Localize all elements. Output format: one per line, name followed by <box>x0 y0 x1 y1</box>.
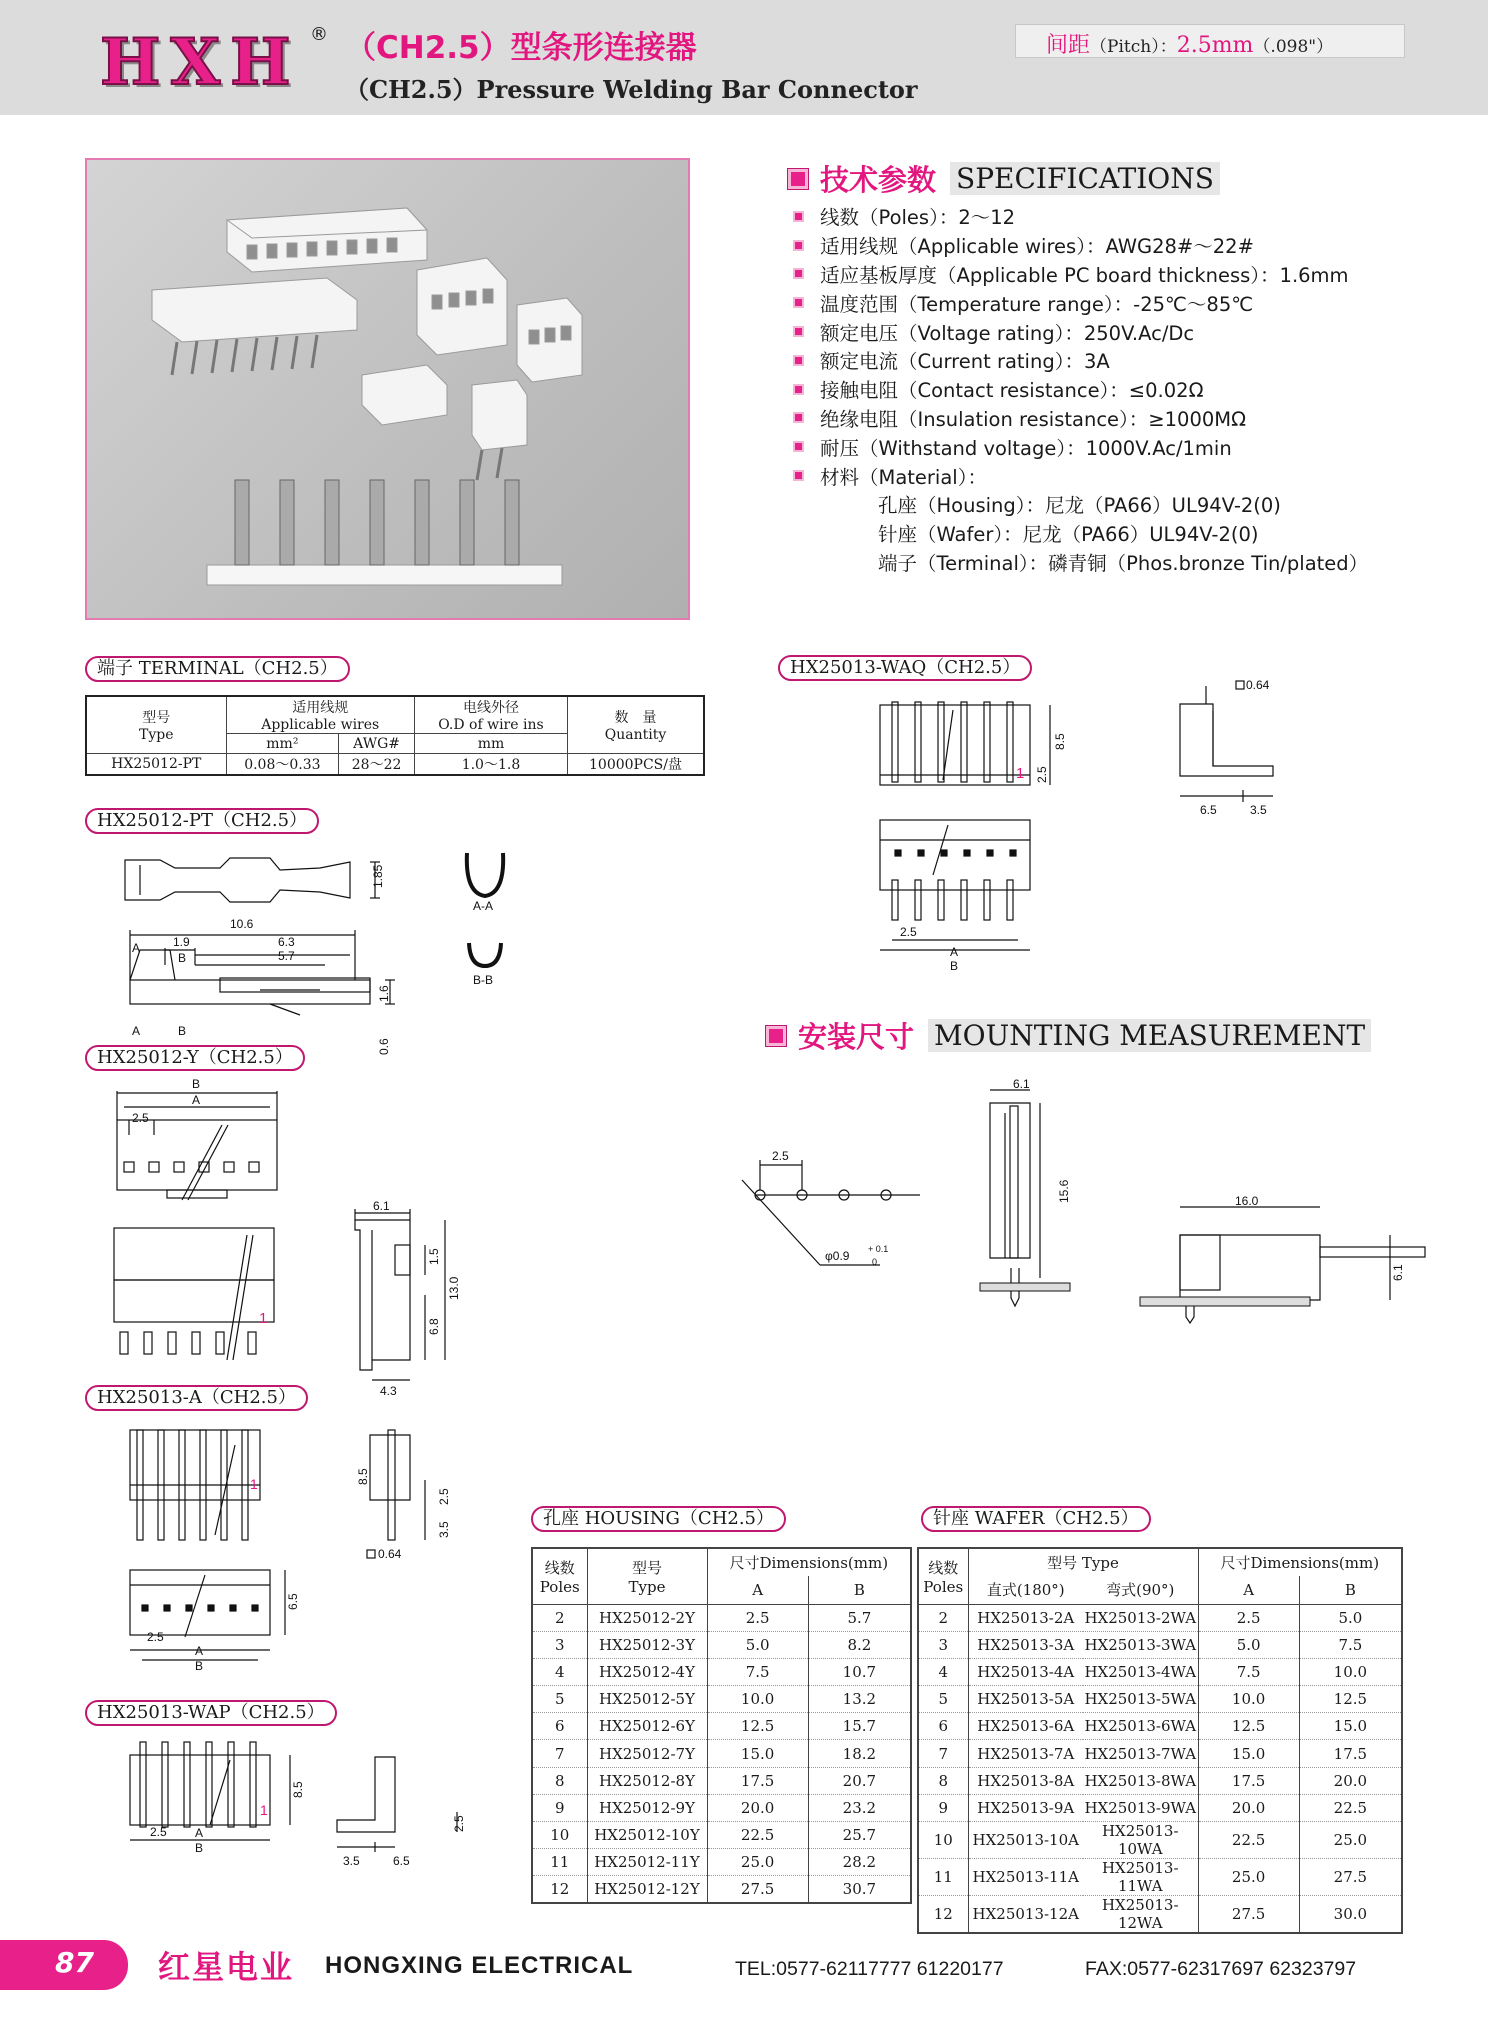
table-row <box>532 1631 911 1658</box>
table-cell: 18.2 <box>808 1740 911 1767</box>
terminal-label: 端子 TERMINAL（CH2.5） <box>85 656 350 682</box>
table-cell: 27.5 <box>1299 1859 1402 1896</box>
table-cell: 2 <box>918 1604 968 1631</box>
table-cell: 15.0 <box>1299 1713 1402 1740</box>
table-cell: HX25013-12A <box>968 1896 1083 1934</box>
dim-2-5: 2.5 <box>772 1149 789 1163</box>
waq-front-drawing <box>878 700 1078 975</box>
material-list <box>793 490 1368 576</box>
company-name-cn: 红星电业 <box>158 1948 295 1986</box>
header-b: B <box>1299 1576 1402 1604</box>
table-cell: HX25013-5WA <box>1083 1686 1198 1713</box>
header-a: A <box>1198 1576 1299 1604</box>
dim-6-3: 6.3 <box>278 935 295 949</box>
label-b-bottom: B <box>178 1024 187 1038</box>
table-cell: 22.5 <box>1299 1794 1402 1821</box>
table-cell: 15.0 <box>1198 1740 1299 1767</box>
header-mm: mm <box>414 734 567 754</box>
table-cell: 8 <box>918 1767 968 1794</box>
table-cell: 2.5 <box>707 1604 808 1631</box>
y-label: HX25012-Y（CH2.5） <box>85 1045 305 1071</box>
table-cell: 2 <box>532 1604 587 1631</box>
table-cell: 11 <box>918 1859 968 1896</box>
dim-a: A <box>195 1826 204 1840</box>
dim-6-1: 6.1 <box>1391 1264 1405 1281</box>
header-poles: 线数 Poles <box>918 1548 968 1604</box>
table-cell: 25.0 <box>707 1849 808 1876</box>
dim-2-5: 2.5 <box>147 1630 164 1644</box>
pcb-board <box>980 1283 1070 1291</box>
pt-drawing <box>120 840 450 1055</box>
spec-item: 温度范围（Temperature range）：-25℃～85℃ <box>793 288 1368 317</box>
dim-6-5: 6.5 <box>286 1593 300 1610</box>
housing-label: 孔座 HOUSING（CH2.5） <box>531 1506 786 1532</box>
header-type: 型号 Type <box>587 1548 707 1604</box>
table-cell: 5.0 <box>1198 1631 1299 1658</box>
table-cell: 15.0 <box>707 1740 808 1767</box>
dim-13-0: 13.0 <box>447 1276 461 1300</box>
wap-front-drawing <box>125 1740 325 1855</box>
table-cell: HX25013-2A <box>968 1604 1083 1631</box>
dim-15-6: 15.6 <box>1057 1179 1071 1203</box>
table-row <box>918 1740 1402 1767</box>
label-b-top: B <box>178 951 187 965</box>
table-cell: 17.5 <box>1299 1740 1402 1767</box>
table-cell: HX25013-11WA <box>1083 1859 1198 1896</box>
dim-6-1: 6.1 <box>1013 1077 1030 1091</box>
header-type: 型号 Type <box>968 1548 1198 1576</box>
table-cell: 9 <box>532 1794 587 1821</box>
pin-one: 1 <box>250 1476 258 1492</box>
dim-a: A <box>195 1644 204 1658</box>
table-cell: 9 <box>918 1794 968 1821</box>
wafer-label: 针座 WAFER（CH2.5） <box>921 1506 1151 1532</box>
table-cell: HX25012-4Y <box>587 1658 707 1685</box>
table-cell: 25.7 <box>808 1822 911 1849</box>
table-cell: HX25013-4WA <box>1083 1658 1198 1685</box>
table-cell: 20.0 <box>707 1794 808 1821</box>
pitch-cn: 间距 <box>1046 33 1091 58</box>
header-mm2: mm² <box>226 734 339 754</box>
bullet-icon <box>793 211 804 222</box>
spec-item: 适应基板厚度（Applicable PC board thickness）：1.6mm <box>793 260 1368 289</box>
table-cell: 25.0 <box>1198 1859 1299 1896</box>
table-row <box>532 1713 911 1740</box>
header-angle: 弯式(90°) <box>1083 1576 1198 1604</box>
label-a-top: A <box>132 941 141 955</box>
section-a-a: A-A <box>473 899 494 913</box>
table-cell: 3 <box>918 1631 968 1658</box>
y-side-drawing <box>350 1200 470 1400</box>
table-cell: 8.2 <box>808 1631 911 1658</box>
table-row <box>532 1658 911 1685</box>
table-cell: HX25012-8Y <box>587 1767 707 1794</box>
waq-label: HX25013-WAQ（CH2.5） <box>778 655 1032 681</box>
housing-table <box>531 1547 912 1904</box>
table-cell: HX25013-4A <box>968 1658 1083 1685</box>
table-cell: 12.5 <box>1299 1686 1402 1713</box>
table-cell: 10.0 <box>1198 1686 1299 1713</box>
specs-title-cn: 技术参数 <box>820 163 937 197</box>
spec-item: 绝缘电阻（Insulation resistance）：≥1000MΩ <box>793 404 1368 433</box>
table-cell: HX25013-9A <box>968 1794 1083 1821</box>
spec-item: 额定电压（Voltage rating）：250V.Ac/Dc <box>793 317 1368 346</box>
table-cell: HX25013-6A <box>968 1713 1083 1740</box>
pcb-hole-pattern <box>740 1145 930 1275</box>
table-cell: 10 <box>532 1822 587 1849</box>
y-top-drawing <box>112 1075 292 1205</box>
pin-one: 1 <box>260 1802 268 1818</box>
table-cell: HX25013-6WA <box>1083 1713 1198 1740</box>
table-cell: HX25012-5Y <box>587 1686 707 1713</box>
spec-item: 线数（Poles）：2～12 <box>793 202 1368 231</box>
dim-a: A <box>192 1093 201 1107</box>
dim-0-6: 0.6 <box>377 1038 391 1055</box>
table-cell: 12.5 <box>1198 1713 1299 1740</box>
table-row <box>918 1631 1402 1658</box>
terminal-table <box>85 695 705 776</box>
pitch-value: 2.5mm <box>1176 33 1254 58</box>
section-bullet-icon <box>766 1026 786 1046</box>
table-cell: HX25013-8A <box>968 1767 1083 1794</box>
pcb-board <box>1140 1297 1310 1306</box>
table-row <box>532 1686 911 1713</box>
dim-3-5: 3.5 <box>437 1521 451 1538</box>
header-awg: AWG# <box>339 734 415 754</box>
table-cell: HX25013-9WA <box>1083 1794 1198 1821</box>
bullet-icon <box>793 297 804 308</box>
pt-sections <box>455 848 525 988</box>
label-a-bottom: A <box>132 1024 141 1038</box>
table-row <box>918 1713 1402 1740</box>
table-cell: 7.5 <box>1299 1631 1402 1658</box>
table-cell: HX25013-10WA <box>1083 1822 1198 1859</box>
dim-1-5: 1.5 <box>427 1248 441 1265</box>
spec-item: 耐压（Withstand voltage）：1000V.Ac/1min <box>793 432 1368 461</box>
dim-2-5: 2.5 <box>900 925 917 939</box>
page-title-en: （CH2.5）Pressure Welding Bar Connector <box>345 75 918 104</box>
dim-b: B <box>195 1841 204 1855</box>
header-b: B <box>808 1576 911 1604</box>
table-cell: 20.0 <box>1198 1794 1299 1821</box>
material-item: 针座（Wafer）：尼龙（PA66）UL94V-2(0) <box>878 522 1259 546</box>
table-row <box>532 1794 911 1821</box>
pin-one: 1 <box>1016 765 1025 782</box>
header-type: 型号 Type <box>139 710 174 743</box>
table-row <box>918 1822 1402 1859</box>
header-poles: 线数 Poles <box>532 1548 587 1604</box>
table-cell: 5 <box>532 1686 587 1713</box>
section-bullet-icon <box>788 169 808 189</box>
table-cell: 7.5 <box>1198 1658 1299 1685</box>
a-top-drawing <box>125 1565 315 1680</box>
table-row <box>918 1658 1402 1685</box>
a-front-drawing <box>125 1425 275 1545</box>
header-wires: 适用线规 Applicable wires <box>226 696 414 734</box>
dim-2-5: 2.5 <box>437 1488 451 1505</box>
horizontal-mount-drawing <box>1140 1195 1410 1325</box>
table-row <box>918 1767 1402 1794</box>
table-row <box>532 1876 911 1903</box>
table-cell: HX25012-3Y <box>587 1631 707 1658</box>
table-row <box>918 1686 1402 1713</box>
table-cell: 12 <box>918 1896 968 1934</box>
table-row <box>918 1896 1402 1934</box>
table-cell: 10.7 <box>808 1658 911 1685</box>
table-cell: 12 <box>532 1876 587 1903</box>
dim-10-6: 10.6 <box>230 917 254 931</box>
table-cell: HX25013-3WA <box>1083 1631 1198 1658</box>
table-cell: 2.5 <box>1198 1604 1299 1631</box>
hole-tol-minus: 0 <box>872 1257 878 1267</box>
table-cell: HX25012-6Y <box>587 1713 707 1740</box>
specs-header <box>788 158 1220 199</box>
mounting-title-cn: 安装尺寸 <box>798 1020 915 1054</box>
table-cell: 5 <box>918 1686 968 1713</box>
dim-b: B <box>192 1077 201 1091</box>
table-cell: 10.0 <box>707 1686 808 1713</box>
dim-a: A <box>950 945 959 959</box>
dim-2-5: 2.5 <box>1035 766 1049 783</box>
dim-b: B <box>195 1659 204 1673</box>
table-cell: 20.0 <box>1299 1767 1402 1794</box>
table-row <box>532 1849 911 1876</box>
bullet-icon <box>793 384 804 395</box>
table-cell: 5.7 <box>808 1604 911 1631</box>
material-item: 端子（Terminal）：磷青铜（Phos.bronze Tin/plated） <box>878 551 1369 575</box>
dim-3-5: 3.5 <box>1250 803 1267 817</box>
table-cell: HX25012-10Y <box>587 1822 707 1849</box>
dim-6-5: 6.5 <box>393 1854 410 1868</box>
bullet-icon <box>793 470 804 481</box>
pt-label: HX25012-PT（CH2.5） <box>85 808 319 834</box>
company-name-en: HONGXING ELECTRICAL <box>325 1952 634 1979</box>
table-row: HX25012-PT 0.08～0.33 28～22 1.0～1.8 10000PCS/盘 <box>86 754 704 776</box>
table-cell: 27.5 <box>1198 1896 1299 1934</box>
table-cell: 30.0 <box>1299 1896 1402 1934</box>
page-number: 87 <box>0 1940 128 1990</box>
table-cell: 5.0 <box>1299 1604 1402 1631</box>
header-od: 电线外径 O.D of wire ins <box>414 696 567 734</box>
bullet-icon <box>793 326 804 337</box>
table-row <box>532 1767 911 1794</box>
a-side-drawing <box>355 1425 465 1561</box>
dim-3-5: 3.5 <box>343 1854 360 1868</box>
spec-item: 接触电阻（Contact resistance）：≤0.02Ω <box>793 375 1368 404</box>
header-qty: 数 量 Quantity <box>567 696 704 754</box>
bullet-icon <box>793 441 804 452</box>
table-row <box>918 1604 1402 1631</box>
dim-1-6: 1.6 <box>377 985 391 1002</box>
dim-0-64: 0.64 <box>1246 678 1270 692</box>
spec-item: 额定电流（Current rating）：3A <box>793 346 1368 375</box>
dim-2-5: 2.5 <box>452 1815 466 1832</box>
mounting-title-en: MOUNTING MEASUREMENT <box>928 1019 1371 1052</box>
table-cell: HX25013-3A <box>968 1631 1083 1658</box>
table-cell: HX25013-12WA <box>1083 1896 1198 1934</box>
material-item: 孔座（Housing）：尼龙（PA66）UL94V-2(0) <box>878 493 1281 517</box>
pin-one: 1 <box>259 1310 268 1327</box>
table-cell: 22.5 <box>707 1822 808 1849</box>
table-cell: 27.5 <box>707 1876 808 1903</box>
table-cell: 30.7 <box>808 1876 911 1903</box>
table-cell: 13.2 <box>808 1686 911 1713</box>
table-cell: 17.5 <box>707 1767 808 1794</box>
table-cell: HX25012-7Y <box>587 1740 707 1767</box>
dim-2-5: 2.5 <box>150 1825 167 1839</box>
bullet-icon <box>793 412 804 423</box>
hole-tol-plus: + 0.1 <box>868 1244 889 1254</box>
mounting-header <box>766 1015 1371 1056</box>
section-b-b: B-B <box>473 973 494 987</box>
bullet-icon <box>793 240 804 251</box>
dim-2-5: 2.5 <box>132 1111 149 1125</box>
table-row <box>532 1822 911 1849</box>
dim-6-5: 6.5 <box>1200 803 1217 817</box>
table-cell: 23.2 <box>808 1794 911 1821</box>
dim-6-1: 6.1 <box>373 1199 390 1213</box>
table-row <box>532 1740 911 1767</box>
page-title-cn: （CH2.5）型条形连接器 <box>345 30 697 66</box>
vertical-mount-drawing <box>975 1078 1095 1318</box>
registered-mark: ® <box>310 24 328 45</box>
table-cell: 15.7 <box>808 1713 911 1740</box>
table-cell: HX25013-2WA <box>1083 1604 1198 1631</box>
header-dimensions: 尺寸Dimensions(mm) <box>707 1548 911 1576</box>
table-row <box>918 1794 1402 1821</box>
dim-0-64: 0.64 <box>378 1547 402 1561</box>
table-cell: 4 <box>918 1658 968 1685</box>
dim-4-3: 4.3 <box>380 1384 397 1398</box>
pitch-badge <box>1015 24 1405 58</box>
table-cell: 10 <box>918 1822 968 1859</box>
table-row <box>918 1859 1402 1896</box>
table-cell: 4 <box>532 1658 587 1685</box>
header-straight: 直式(180°) <box>968 1576 1083 1604</box>
dim-8-5: 8.5 <box>356 1468 370 1485</box>
spec-item: 适用线规（Applicable wires）：AWG28#～22# <box>793 231 1368 260</box>
dim-5-7: 5.7 <box>278 949 295 963</box>
table-cell: 20.7 <box>808 1767 911 1794</box>
brand-logo: HXH <box>100 25 301 100</box>
table-row <box>532 1604 911 1631</box>
header-dimensions: 尺寸Dimensions(mm) <box>1198 1548 1402 1576</box>
specs-list <box>793 202 1368 576</box>
pitch-label: （Pitch）： <box>1090 37 1177 57</box>
fax: FAX:0577-62317697 62323797 <box>1085 1958 1357 1980</box>
table-cell: 11 <box>532 1849 587 1876</box>
table-cell: HX25012-2Y <box>587 1604 707 1631</box>
table-cell: 6 <box>532 1713 587 1740</box>
table-cell: HX25013-5A <box>968 1686 1083 1713</box>
table-cell: HX25012-11Y <box>587 1849 707 1876</box>
wap-side-drawing <box>335 1752 475 1868</box>
hole-dia: φ0.9 <box>825 1249 850 1263</box>
specs-title-en: SPECIFICATIONS <box>950 162 1220 195</box>
dim-8-5: 8.5 <box>291 1781 305 1798</box>
product-photo <box>85 158 690 620</box>
table-cell: HX25013-10A <box>968 1822 1083 1859</box>
table-cell: 6 <box>918 1713 968 1740</box>
table-cell: HX25013-8WA <box>1083 1767 1198 1794</box>
table-cell: 7 <box>532 1740 587 1767</box>
table-cell: 22.5 <box>1198 1822 1299 1859</box>
product-photo-illustration <box>87 160 692 622</box>
table-cell: 25.0 <box>1299 1822 1402 1859</box>
table-cell: HX25013-11A <box>968 1859 1083 1896</box>
dim-16-0: 16.0 <box>1235 1194 1259 1208</box>
table-cell: 5.0 <box>707 1631 808 1658</box>
bullet-icon <box>793 355 804 366</box>
dim-6-8: 6.8 <box>427 1318 441 1335</box>
y-front-drawing <box>112 1220 282 1370</box>
table-cell: 17.5 <box>1198 1767 1299 1794</box>
table-cell: HX25013-7WA <box>1083 1740 1198 1767</box>
pitch-inch: （.098"） <box>1253 37 1334 57</box>
wafer-table <box>917 1547 1403 1934</box>
bullet-icon <box>793 268 804 279</box>
table-cell: 3 <box>532 1631 587 1658</box>
table-cell: 8 <box>532 1767 587 1794</box>
waq-side-drawing <box>1178 676 1288 821</box>
table-cell: 7.5 <box>707 1658 808 1685</box>
table-cell: HX25012-12Y <box>587 1876 707 1903</box>
dim-b: B <box>950 959 959 973</box>
dim-1-85: 1.85 <box>371 864 385 888</box>
table-cell: 28.2 <box>808 1849 911 1876</box>
dim-8-5: 8.5 <box>1053 733 1067 750</box>
dim-1-9: 1.9 <box>173 935 190 949</box>
table-cell: HX25013-7A <box>968 1740 1083 1767</box>
table-cell: 7 <box>918 1740 968 1767</box>
table-cell: HX25012-9Y <box>587 1794 707 1821</box>
telephone: TEL:0577-62117777 61220177 <box>735 1958 1004 1980</box>
spec-item: 材料（Material）： <box>793 461 1368 490</box>
table-cell: 10.0 <box>1299 1658 1402 1685</box>
table-cell: 12.5 <box>707 1713 808 1740</box>
a-label: HX25013-A（CH2.5） <box>85 1385 308 1411</box>
header-a: A <box>707 1576 808 1604</box>
wap-label: HX25013-WAP（CH2.5） <box>85 1700 337 1726</box>
